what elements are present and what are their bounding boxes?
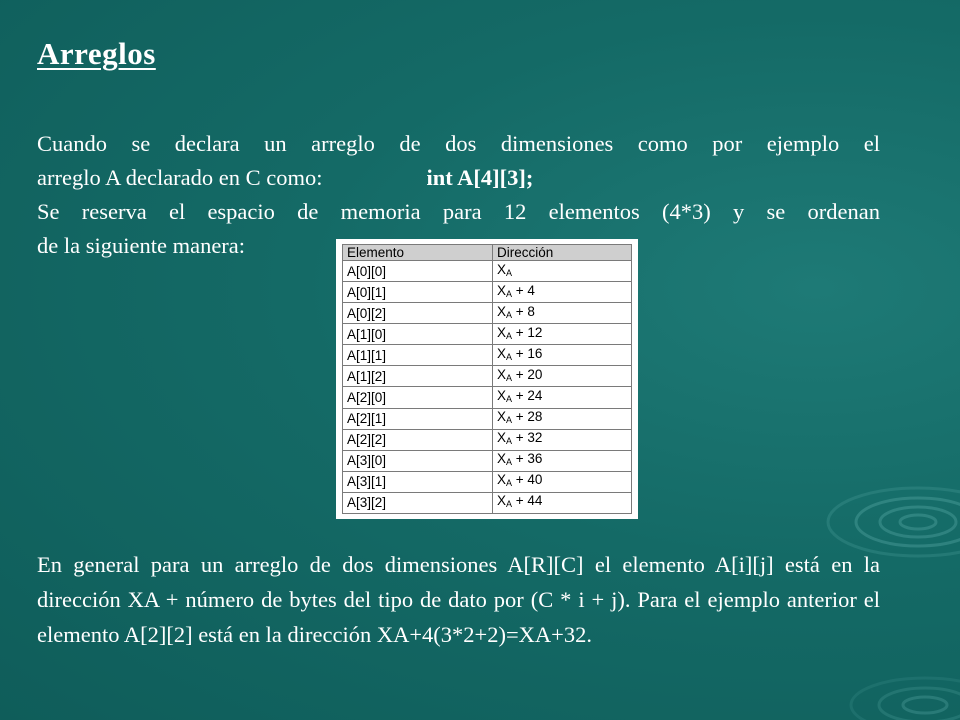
header-direccion: Dirección — [493, 245, 632, 261]
element-cell: A[1][2] — [343, 366, 493, 387]
table-row — [343, 366, 632, 387]
base-subscript: A — [506, 415, 513, 426]
table-row — [343, 471, 632, 492]
table-row — [343, 492, 632, 513]
address-cell — [493, 366, 632, 387]
element-cell: A[2][1] — [343, 408, 493, 429]
element-cell: A[0][0] — [343, 261, 493, 282]
general-paragraph: En general para un arreglo de dos dimensiones A[R][C] el elemento A[i][j] está en la dirección XA + número de bytes del tipo de dato por (C * i + j). Para el ejemplo anterior el elemento A[2][2] está en la dirección XA+4(3*2+2)=XA+32. — [37, 552, 880, 647]
table-row — [343, 345, 632, 366]
element-cell: A[3][2] — [343, 492, 493, 513]
memory-layout-table — [336, 239, 638, 519]
element-cell: A[2][2] — [343, 429, 493, 450]
base-symbol: X — [497, 282, 507, 298]
offset: + 40 — [512, 472, 543, 488]
base-subscript: A — [506, 330, 513, 341]
table-row — [343, 282, 632, 303]
base-subscript: A — [506, 499, 513, 510]
table-header-row — [343, 245, 632, 261]
base-symbol: X — [497, 430, 507, 446]
base-symbol: X — [497, 388, 507, 403]
address-cell — [493, 387, 632, 408]
code-declaration: int A[4][3]; — [426, 165, 534, 190]
base-symbol: X — [497, 493, 507, 509]
address-cell — [493, 324, 632, 345]
base-symbol: X — [497, 324, 507, 340]
address-cell — [493, 261, 632, 282]
address-cell — [493, 408, 632, 429]
memory-line-1: Se reserva el espacio de memoria para 12 elementos (4*3) y se ordenan — [37, 199, 880, 224]
intro-paragraph — [37, 127, 880, 195]
table-row — [343, 303, 632, 324]
base-symbol: X — [497, 366, 507, 382]
slide-title: Arreglos — [37, 36, 156, 71]
base-symbol: X — [497, 303, 507, 319]
offset: + 24 — [512, 388, 543, 403]
element-cell: A[1][0] — [343, 324, 493, 345]
base-subscript: A — [506, 288, 513, 299]
base-symbol: X — [497, 451, 507, 467]
base-subscript: A — [506, 436, 513, 447]
element-cell: A[3][1] — [343, 471, 493, 492]
base-symbol: X — [497, 261, 507, 277]
base-symbol: X — [497, 472, 507, 488]
table-row — [343, 324, 632, 345]
base-symbol: X — [497, 409, 507, 425]
address-cell — [493, 492, 632, 513]
intro-line-2: arreglo A declarado en C como: — [37, 165, 323, 190]
table-row — [343, 408, 632, 429]
offset: + 36 — [512, 451, 543, 467]
element-cell: A[2][0] — [343, 387, 493, 408]
offset: + 12 — [512, 324, 543, 340]
offset: + 20 — [512, 366, 543, 382]
table-row — [343, 429, 632, 450]
address-cell — [493, 471, 632, 492]
offset: + 8 — [512, 303, 535, 319]
offset: + 44 — [512, 493, 543, 509]
base-subscript: A — [506, 309, 513, 320]
address-cell — [493, 303, 632, 324]
base-subscript: A — [506, 478, 513, 489]
offset: + 4 — [512, 282, 535, 298]
address-cell — [493, 429, 632, 450]
base-subscript: A — [506, 457, 513, 468]
element-cell: A[0][1] — [343, 282, 493, 303]
element-cell: A[3][0] — [343, 450, 493, 471]
base-subscript: A — [506, 372, 513, 383]
address-cell — [493, 345, 632, 366]
offset: + 28 — [512, 409, 543, 425]
table-row — [343, 450, 632, 471]
base-subscript: A — [506, 351, 513, 362]
table-row — [343, 387, 632, 408]
address-cell — [493, 450, 632, 471]
address-cell — [493, 282, 632, 303]
memory-line-2: de la siguiente manera: — [37, 233, 246, 258]
element-cell: A[1][1] — [343, 345, 493, 366]
base-subscript: A — [506, 394, 513, 404]
base-subscript: A — [506, 267, 513, 278]
base-symbol: X — [497, 345, 507, 361]
intro-line-1: Cuando se declara un arreglo de dos dimensiones como por ejemplo el — [37, 131, 880, 156]
table-body — [343, 261, 632, 514]
element-cell: A[0][2] — [343, 303, 493, 324]
header-elemento: Elemento — [343, 245, 493, 261]
table-row — [343, 261, 632, 282]
offset: + 32 — [512, 430, 543, 446]
offset: + 16 — [512, 345, 543, 361]
